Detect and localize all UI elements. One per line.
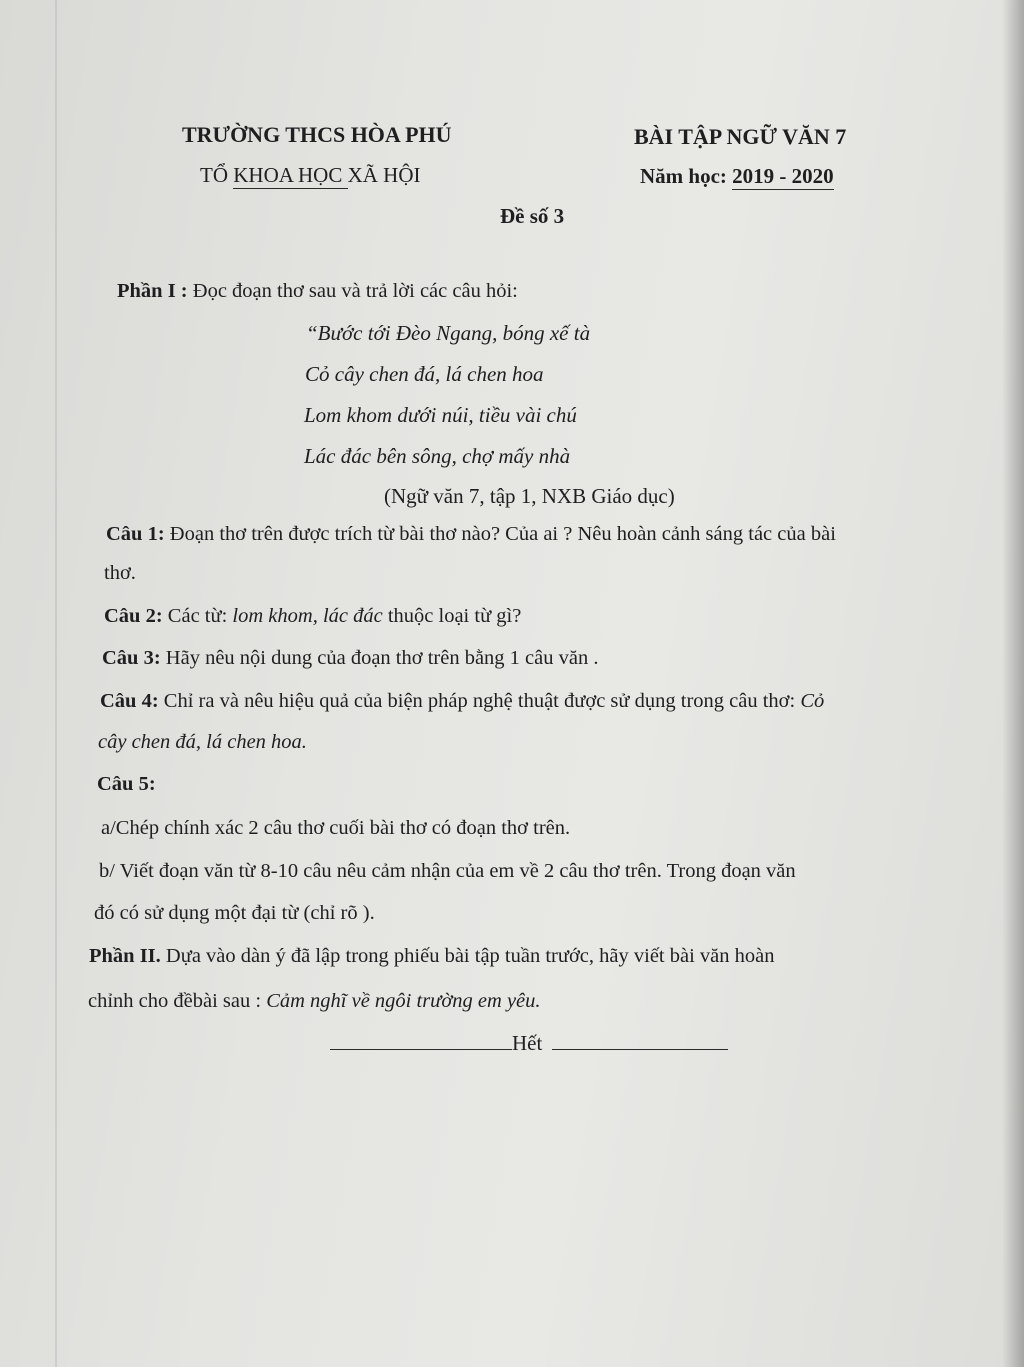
question-2-text-a: Các từ:	[167, 605, 233, 627]
question-3-text: Hãy nêu nội dung của đoạn thơ trên bằng 1 câu văn .	[165, 647, 599, 669]
poem-line-2: Cỏ cây chen đá, lá chen hoa	[305, 362, 544, 386]
poem-line-3: Lom khom dưới núi, tiều vài chú	[304, 403, 577, 427]
question-4-italic-line: cây chen đá, lá chen hoa.	[98, 731, 307, 753]
part1-label: Phần I :	[117, 280, 188, 302]
part1-heading	[117, 280, 518, 303]
poem-line-4: Lác đác bên sông, chợ mấy nhà	[304, 444, 571, 468]
paper-edge-shadow	[1002, 0, 1024, 1367]
question-1-label: Câu 1:	[106, 523, 165, 545]
question-1	[106, 523, 836, 546]
end-marker	[330, 1031, 728, 1056]
question-2-italic: lom khom, lác đác	[232, 605, 383, 627]
part2-continuation	[88, 990, 541, 1013]
school-name: TRƯỜNG THCS HÒA PHÚ	[182, 122, 452, 147]
question-2-text-b: thuộc loại từ gì?	[382, 605, 522, 627]
question-3-label: Câu 3:	[102, 647, 161, 669]
school-year-label: Năm học:	[640, 164, 733, 188]
part2-text-line-2: chỉnh cho đềbài sau :	[88, 990, 267, 1012]
paper-fold-shadow	[55, 0, 57, 1367]
poem-source: (Ngữ văn 7, tập 1, NXB Giáo dục)	[384, 484, 675, 508]
question-5a: a/Chép chính xác 2 câu thơ cuối bài thơ có đoạn thơ trên.	[101, 817, 571, 839]
poem-line-1: “Bước tới Đèo Ngang, bóng xế tà	[306, 321, 591, 345]
department-prefix: TỔ	[200, 163, 234, 187]
department-underlined: KHOA HỌC	[233, 163, 348, 187]
school-year-value: 2019 - 2020	[732, 164, 834, 188]
question-2-label: Câu 2:	[104, 605, 163, 627]
assignment-title: BÀI TẬP NGỮ VĂN 7	[634, 124, 847, 149]
part2-topic: Cảm nghĩ về ngôi trường em yêu.	[266, 990, 541, 1012]
part2-text: Dựa vào dàn ý đã lập trong phiếu bài tập tuần trước, hãy viết bài văn hoàn	[160, 945, 775, 967]
question-1-continuation: thơ.	[104, 562, 136, 584]
part1-instruction: Đọc đoạn thơ sau và trả lời các câu hỏi:	[192, 280, 518, 302]
end-text: Hết	[512, 1031, 543, 1055]
exam-number: Đề số 3	[500, 204, 565, 228]
question-5-label: Câu 5:	[97, 773, 156, 795]
school-year	[640, 164, 834, 189]
department-suffix: XÃ HỘI	[347, 163, 421, 187]
department	[200, 163, 421, 188]
question-5b-line-2: đó có sử dụng một đại từ (chỉ rõ ).	[94, 902, 375, 924]
question-4-label: Câu 4:	[100, 690, 159, 712]
question-1-text: Đoạn thơ trên được trích từ bài thơ nào? Của ai ? Nêu hoàn cảnh sáng tác của bài	[169, 523, 836, 545]
question-3	[102, 647, 598, 670]
part2	[89, 945, 775, 968]
question-2	[104, 605, 521, 628]
question-4-text: Chỉ ra và nêu hiệu quả của biện pháp nghệ thuật được sử dụng trong câu thơ:	[163, 690, 801, 712]
question-4	[100, 690, 824, 713]
end-line-right	[552, 1048, 728, 1050]
end-line-left	[330, 1048, 512, 1050]
question-4-italic-start: Cỏ	[800, 690, 825, 712]
part2-label: Phần II.	[89, 945, 161, 967]
question-5b-line-1: b/ Viết đoạn văn từ 8-10 câu nêu cảm nhận của em về 2 câu thơ trên. Trong đoạn văn	[99, 860, 796, 882]
